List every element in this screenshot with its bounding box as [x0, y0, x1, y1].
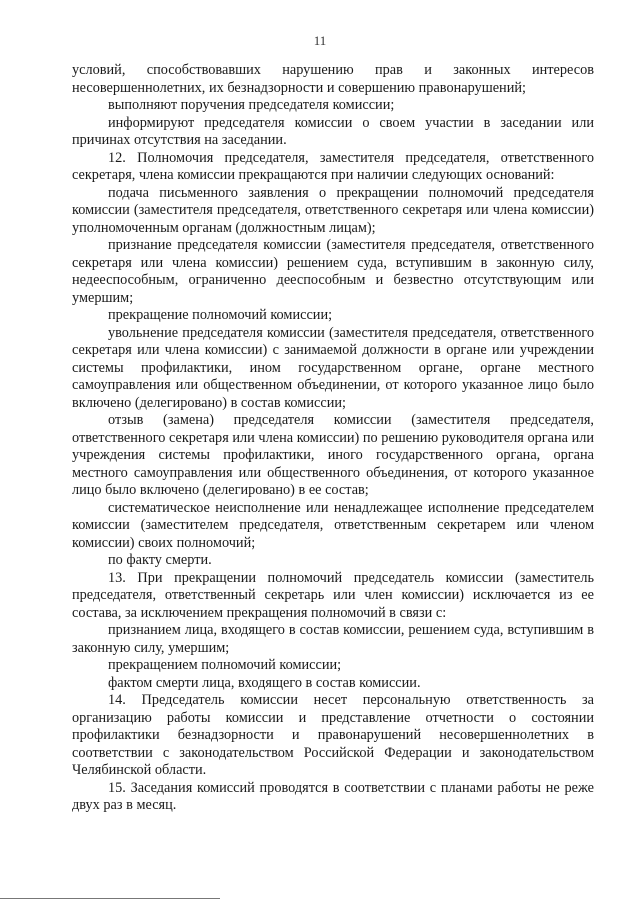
paragraph: признанием лица, входящего в состав комиссии, решением суда, вступившим в законную силу, умершим;	[72, 622, 594, 656]
paragraph: выполняют поручения председателя комиссии;	[108, 97, 395, 113]
paragraph: условий, способствовавших нарушению прав и законных интересов несовершеннолетних, их безнадзорности и совершению правонарушений;	[72, 62, 594, 96]
paragraph: фактом смерти лица, входящего в состав комиссии.	[108, 674, 421, 691]
page-number: 11	[313, 33, 327, 48]
paragraph: увольнение председателя комиссии (заместителя председателя, ответственного секретаря или члена комиссии) с занимаемой должности в органе или учреждении системы профилактики, ином государственном органе, органе местного самоуправления или общественном объединении, от которого указанное лицо было включено (делегировано) в состав комиссии;	[72, 324, 594, 411]
paragraph: 13. При прекращении полномочий председатель комиссии (заместитель председателя, ответственный секретарь или член комиссии) исключается из ее состава, за исключением прекращения полномочий в связи с:	[72, 569, 594, 621]
footer-divider	[0, 898, 220, 899]
paragraph: по факту смерти.	[108, 552, 212, 568]
paragraph: отзыв (замена) председателя комиссии (заместителя председателя, ответственного секретаря или члена комиссии) по решению руководителя органа или учреждения системы профилактики, иного государственного органа, органа местного самоуправления или общественного объединения, от которого указанное лицо было включено (делегировано) в ее состав;	[72, 412, 594, 498]
document-body	[72, 62, 594, 815]
paragraph: систематическое неисполнение или ненадлежащее исполнение председателем комиссии (заместителем председателя, ответственным секретарем или членом комиссии) своих полномочий;	[72, 499, 594, 551]
paragraph: информируют председателя комиссии о своем участии в заседании или причинах отсутствия на заседании.	[72, 114, 594, 148]
paragraph: подача письменного заявления о прекращении полномочий председателя комиссии (заместителя председателя, ответственного секретаря или члена комиссии) уполномоченным органам (должностным лицам);	[72, 184, 594, 236]
paragraph: 15. Заседания комиссий проводятся в соответствии с планами работы не реже двух раз в месяц.	[72, 779, 594, 813]
paragraph: 14. Председатель комиссии несет персональную ответственность за организацию работы комиссии и представление отчетности о состоянии профилактики безнадзорности и правонарушений несовершеннолетних в соответствии с законодательством Российской Федерации и законодательством Челябинской области.	[72, 692, 594, 778]
paragraph: 12. Полномочия председателя, заместителя председателя, ответственного секретаря, члена комиссии прекращаются при наличии следующих оснований:	[72, 149, 594, 183]
paragraph: признание председателя комиссии (заместителя председателя, ответственного секретаря или члена комиссии) решением суда, вступившим в законную силу, недееспособным, ограниченно дееспособным и безвестно отсутствующим или умершим;	[72, 237, 594, 306]
paragraph: прекращением полномочий комиссии;	[108, 657, 342, 673]
paragraph: прекращение полномочий комиссии;	[108, 307, 333, 323]
